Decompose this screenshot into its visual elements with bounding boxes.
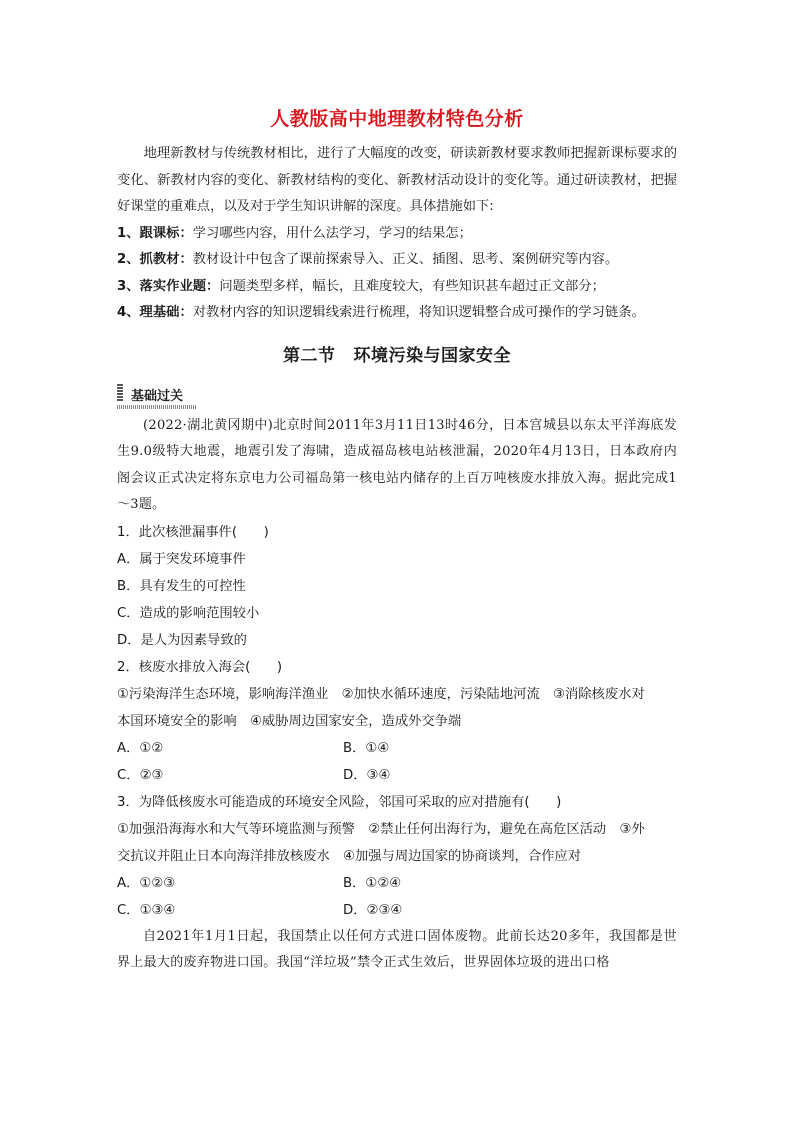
- page-title: 人教版高中地理教材特色分析: [270, 108, 524, 130]
- section-tag: 基础过关: [117, 382, 193, 407]
- intro-item-label: 2、抓教材：: [117, 252, 193, 267]
- question-1-option-b: B．具有发生的可控性: [117, 578, 246, 594]
- question-3-option-c: C．①③④: [117, 902, 176, 918]
- section-number: 第二节: [283, 345, 336, 366]
- question-3-options-row-2: [117, 897, 677, 924]
- material-paragraph-1: (2022·湖北黄冈期中)北京时间2011年3月11日13时46分，日本宫城县以东太平洋海底发生9.0级特大地震，地震引发了海啸，造成福岛核电站核泄漏，2020年4月13日，日本政府内阁会议正式决定将东京电力公司福岛第一核电站内储存的上百万吨核废水排放入海。据此完成1～3题。: [117, 417, 677, 512]
- intro-item-2: [117, 247, 677, 274]
- intro-item-4: [117, 300, 677, 327]
- question-1-option-c: C．造成的影响范围较小: [117, 605, 260, 621]
- intro-item-1: [117, 221, 677, 248]
- question-3-option-b: B．①②④: [343, 875, 402, 891]
- question-3-option-a: A．①②③: [117, 875, 176, 891]
- section-name: 环境污染与国家安全: [353, 345, 511, 366]
- question-3-options-row-1: [117, 870, 677, 897]
- question-1-option-a: A．属于突发环境事件: [117, 551, 246, 567]
- question-2-option-b: B．①④: [343, 740, 390, 756]
- intro-item-label: 3、落实作业题：: [117, 278, 220, 294]
- document-page: [117, 100, 677, 977]
- question-3-statement-line-2: 交抗议并阻止日本向海洋排放核废水 ④加强与周边国家的协商谈判，合作应对: [117, 848, 582, 864]
- question-2-option-a: A．①②: [117, 740, 164, 756]
- intro-item-text: 学习哪些内容，用什么法学习，学习的结果怎；: [192, 225, 472, 241]
- intro-item-label: 4、理基础：: [117, 305, 193, 320]
- question-2-statement-line-2: 本国环境安全的影响 ④威胁周边国家安全，造成外交争端: [117, 713, 462, 729]
- section-title: [117, 341, 677, 366]
- material-paragraph-2: 自2021年1月1日起，我国禁止以任何方式进口固体废物。此前长达20多年，我国都是世界上最大的废弃物进口国。我国“洋垃圾”禁令正式生效后，世界固体垃圾的进出口格: [117, 928, 677, 970]
- question-3-statement-line-1: ①加强沿海海水和大气等环境监测与预警 ②禁止任何出海行为，避免在高危区活动 ③外: [117, 821, 645, 837]
- intro-item-3: [117, 274, 677, 301]
- intro-item-text: 问题类型多样，幅长，且难度较大，有些知识甚车超过正文部分；: [219, 278, 605, 294]
- question-2-option-c: C．②③: [117, 767, 164, 783]
- question-2-option-d: D．③④: [343, 767, 391, 783]
- intro-paragraph: 地理新教材与传统教材相比，进行了大幅度的改变，研读新教材要求教师把握新课标要求的变化、新教材内容的变化、新教材结构的变化、新教材活动设计的变化等。通过研读教材，把握好课堂的重难点，以及对于学生知识讲解的深度。具体措施如下:: [117, 146, 677, 214]
- intro-item-label: 1、跟课标：: [117, 225, 193, 241]
- question-1-option-d: D．是人为因素导致的: [117, 632, 247, 648]
- intro-item-text: 教材设计中包含了课前探索导入、正义、插图、思考、案例研究等内容。: [192, 252, 619, 267]
- question-2-stem: 2．核废水排放入海会( ): [117, 659, 283, 675]
- question-2-options-row-2: [117, 762, 677, 789]
- intro-item-text: 对教材内容的知识逻辑线索进行梳理，将知识逻辑整合成可操作的学习链条。: [192, 305, 645, 320]
- question-3-stem: 3．为降低核废水可能造成的环境安全风险，邻国可采取的应对措施有( ): [117, 794, 562, 810]
- question-3-option-d: D．②③④: [343, 902, 403, 918]
- question-2-options-row-1: [117, 735, 677, 762]
- question-2-statement-line-1: ①污染海洋生态环境，影响海洋渔业 ②加快水循环速度，污染陆地河流 ③消除核废水对: [117, 686, 645, 702]
- question-1-stem: 1．此次核泄漏事件( ): [117, 524, 269, 540]
